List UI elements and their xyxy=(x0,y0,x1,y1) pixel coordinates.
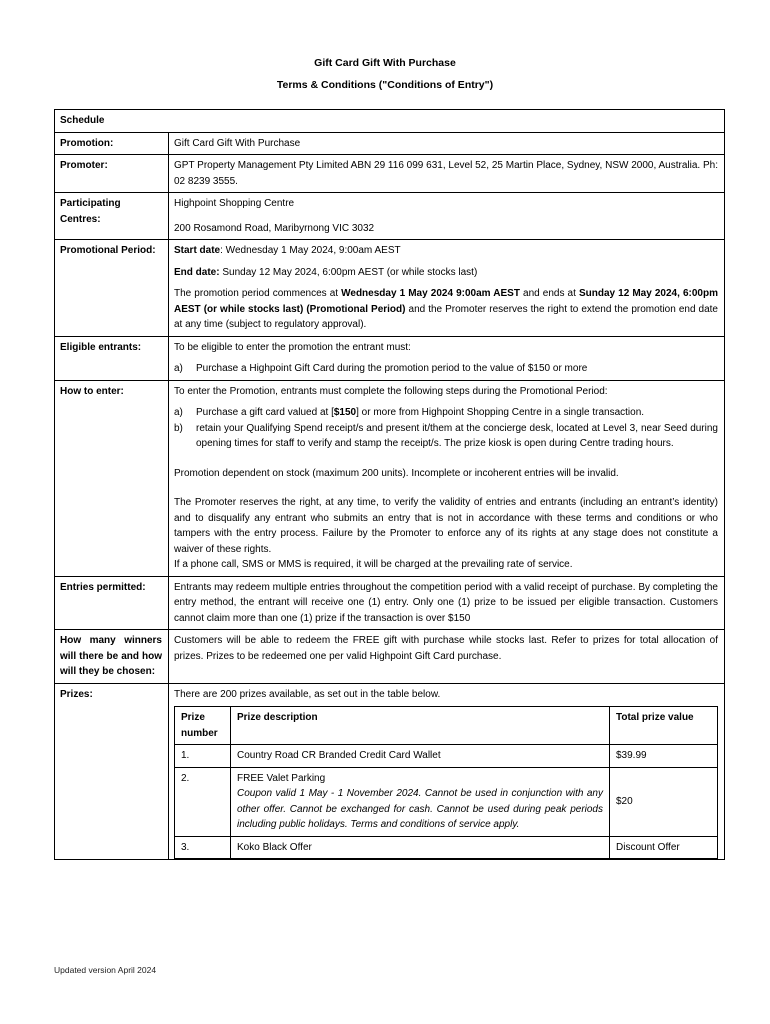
prize-description: Country Road CR Branded Credit Card Wallet xyxy=(231,745,610,768)
document-title: Gift Card Gift With Purchase xyxy=(314,57,456,69)
prize-description: Koko Black Offer xyxy=(231,836,610,859)
promoter-label: Promoter: xyxy=(55,155,169,193)
prize-number: 2. xyxy=(175,767,231,836)
promotion-label: Promotion: xyxy=(55,132,169,155)
prize-description: FREE Valet Parking xyxy=(237,772,326,784)
prizes-row xyxy=(55,683,725,860)
promotion-row xyxy=(55,132,725,155)
entries-permitted-row xyxy=(55,576,725,630)
document-subtitle: Terms & Conditions ("Conditions of Entry") xyxy=(276,79,494,91)
start-date-value: : Wednesday 1 May 2024, 9:00am AEST xyxy=(220,245,401,256)
table-row xyxy=(175,745,718,768)
prize-value: Discount Offer xyxy=(610,836,718,859)
prize-description-header: Prize description xyxy=(231,707,610,745)
promotional-period-label: Promotional Period: xyxy=(55,240,169,337)
prize-value-header: Total prize value xyxy=(610,707,718,745)
prizes-table xyxy=(174,706,718,859)
centre-address: 200 Rosamond Road, Maribyrnong VIC 3032 xyxy=(174,222,375,234)
prize-conditions: Coupon valid 1 May - 1 November 2024. Cannot be used in conjunction with any other offer. Cannot be exchanged for cash. Cannot be used during peak periods including public holidays. Terms and conditions of service apply. xyxy=(237,788,603,830)
promoter-row xyxy=(55,155,725,193)
prizes-label: Prizes: xyxy=(55,683,169,860)
prizes-intro: There are 200 prizes available, as set out in the table below. xyxy=(174,688,441,700)
prize-value: $20 xyxy=(610,767,718,836)
entries-permitted-value: Entrants may redeem multiple entries throughout the competition period with a valid receipt of purchase. By completing the entry method, the entrant will receive one (1) entry. Only one (1) prize to be issued per eligible transaction. Customers cannot claim more than one (1) prize if the transaction is over $150 xyxy=(169,576,725,630)
list-item: a) Purchase a Highpoint Gift Card during the promotion period to the value of $150 or more xyxy=(174,363,588,374)
participating-centres-row xyxy=(55,193,725,240)
prize-number-header: Prize number xyxy=(175,707,231,745)
document-header xyxy=(0,56,770,100)
participating-centres-label: Participating Centres: xyxy=(55,193,169,240)
eligible-entrants-label: Eligible entrants: xyxy=(55,336,169,380)
table-row xyxy=(175,767,718,836)
eligible-entrants-row xyxy=(55,336,725,380)
how-to-enter-intro: To enter the Promotion, entrants must complete the following steps during the Promotional Period: xyxy=(174,385,608,397)
phone-charge-note: If a phone call, SMS or MMS is required, it will be charged at the prevailing rate of service. xyxy=(174,559,573,570)
promotion-period-text: The promotion period commences at Wednesday 1 May 2024 9:00am AEST and ends at Sunday 12 May 2024, 6:00pm AEST (or while stocks last) (Promotional Period) and the Promoter reserves the right to extend the promotion end date at any time (subject to regulatory approval). xyxy=(174,288,718,330)
prizes-header-row xyxy=(175,707,718,745)
how-to-enter-row xyxy=(55,380,725,576)
end-date-value: Sunday 12 May 2024, 6:00pm AEST (or while stocks last) xyxy=(219,266,478,278)
promoter-rights: The Promoter reserves the right, at any time, to verify the validity of entries and entrants (including an entrant’s identity) and to disqualify any entrant who submits an entry that is not in accordance with these terms and conditions or who tampers with the entry process. Failure by the Promoter to enforce any of its rights at any stage does not constitute a waiver of these rights. xyxy=(174,497,718,555)
winners-label: How many winners will there be and how will they be chosen: xyxy=(55,630,169,684)
footer-version-note: Updated version April 2024 xyxy=(54,965,157,975)
centre-name: Highpoint Shopping Centre xyxy=(174,198,295,209)
promotion-value: Gift Card Gift With Purchase xyxy=(169,132,725,155)
prize-number: 3. xyxy=(175,836,231,859)
schedule-heading: Schedule xyxy=(55,110,725,133)
winners-row xyxy=(55,630,725,684)
entries-permitted-label: Entries permitted: xyxy=(55,576,169,630)
promoter-value: GPT Property Management Pty Limited ABN 29 116 099 631, Level 52, 25 Martin Place, Sydney, NSW 2000, Australia. Ph: 02 8239 3555. xyxy=(169,155,725,193)
how-to-enter-label: How to enter: xyxy=(55,380,169,576)
promotional-period-row xyxy=(55,240,725,337)
winners-value: Customers will be able to redeem the FREE gift with purchase while stocks last. Refer to prizes for total allocation of prizes. Prizes to be redeemed one per valid Highpoint Gift Card purchase. xyxy=(169,630,725,684)
start-date xyxy=(174,243,718,259)
prize-number: 1. xyxy=(175,745,231,768)
end-date-label: End date: xyxy=(174,266,220,278)
start-date-label: Start date xyxy=(174,245,221,256)
eligible-intro: To be eligible to enter the promotion the entrant must: xyxy=(174,341,411,353)
terms-table xyxy=(54,109,725,860)
schedule-row xyxy=(55,110,725,133)
table-row xyxy=(175,836,718,859)
stock-note: Promotion dependent on stock (maximum 200 units). Incomplete or incoherent entries will be invalid. xyxy=(174,467,619,479)
list-item: a) Purchase a gift card valued at [$150] or more from Highpoint Shopping Centre in a single transaction. xyxy=(174,407,645,418)
list-item: b) retain your Qualifying Spend receipt/s and present it/them at the concierge desk, located at Level 3, near Seed during opening times for staff to verify and stamp the receipt/s. The prize kiosk is open during Centre trading hours. xyxy=(174,422,718,449)
end-date xyxy=(174,265,718,281)
prize-value: $39.99 xyxy=(610,745,718,768)
